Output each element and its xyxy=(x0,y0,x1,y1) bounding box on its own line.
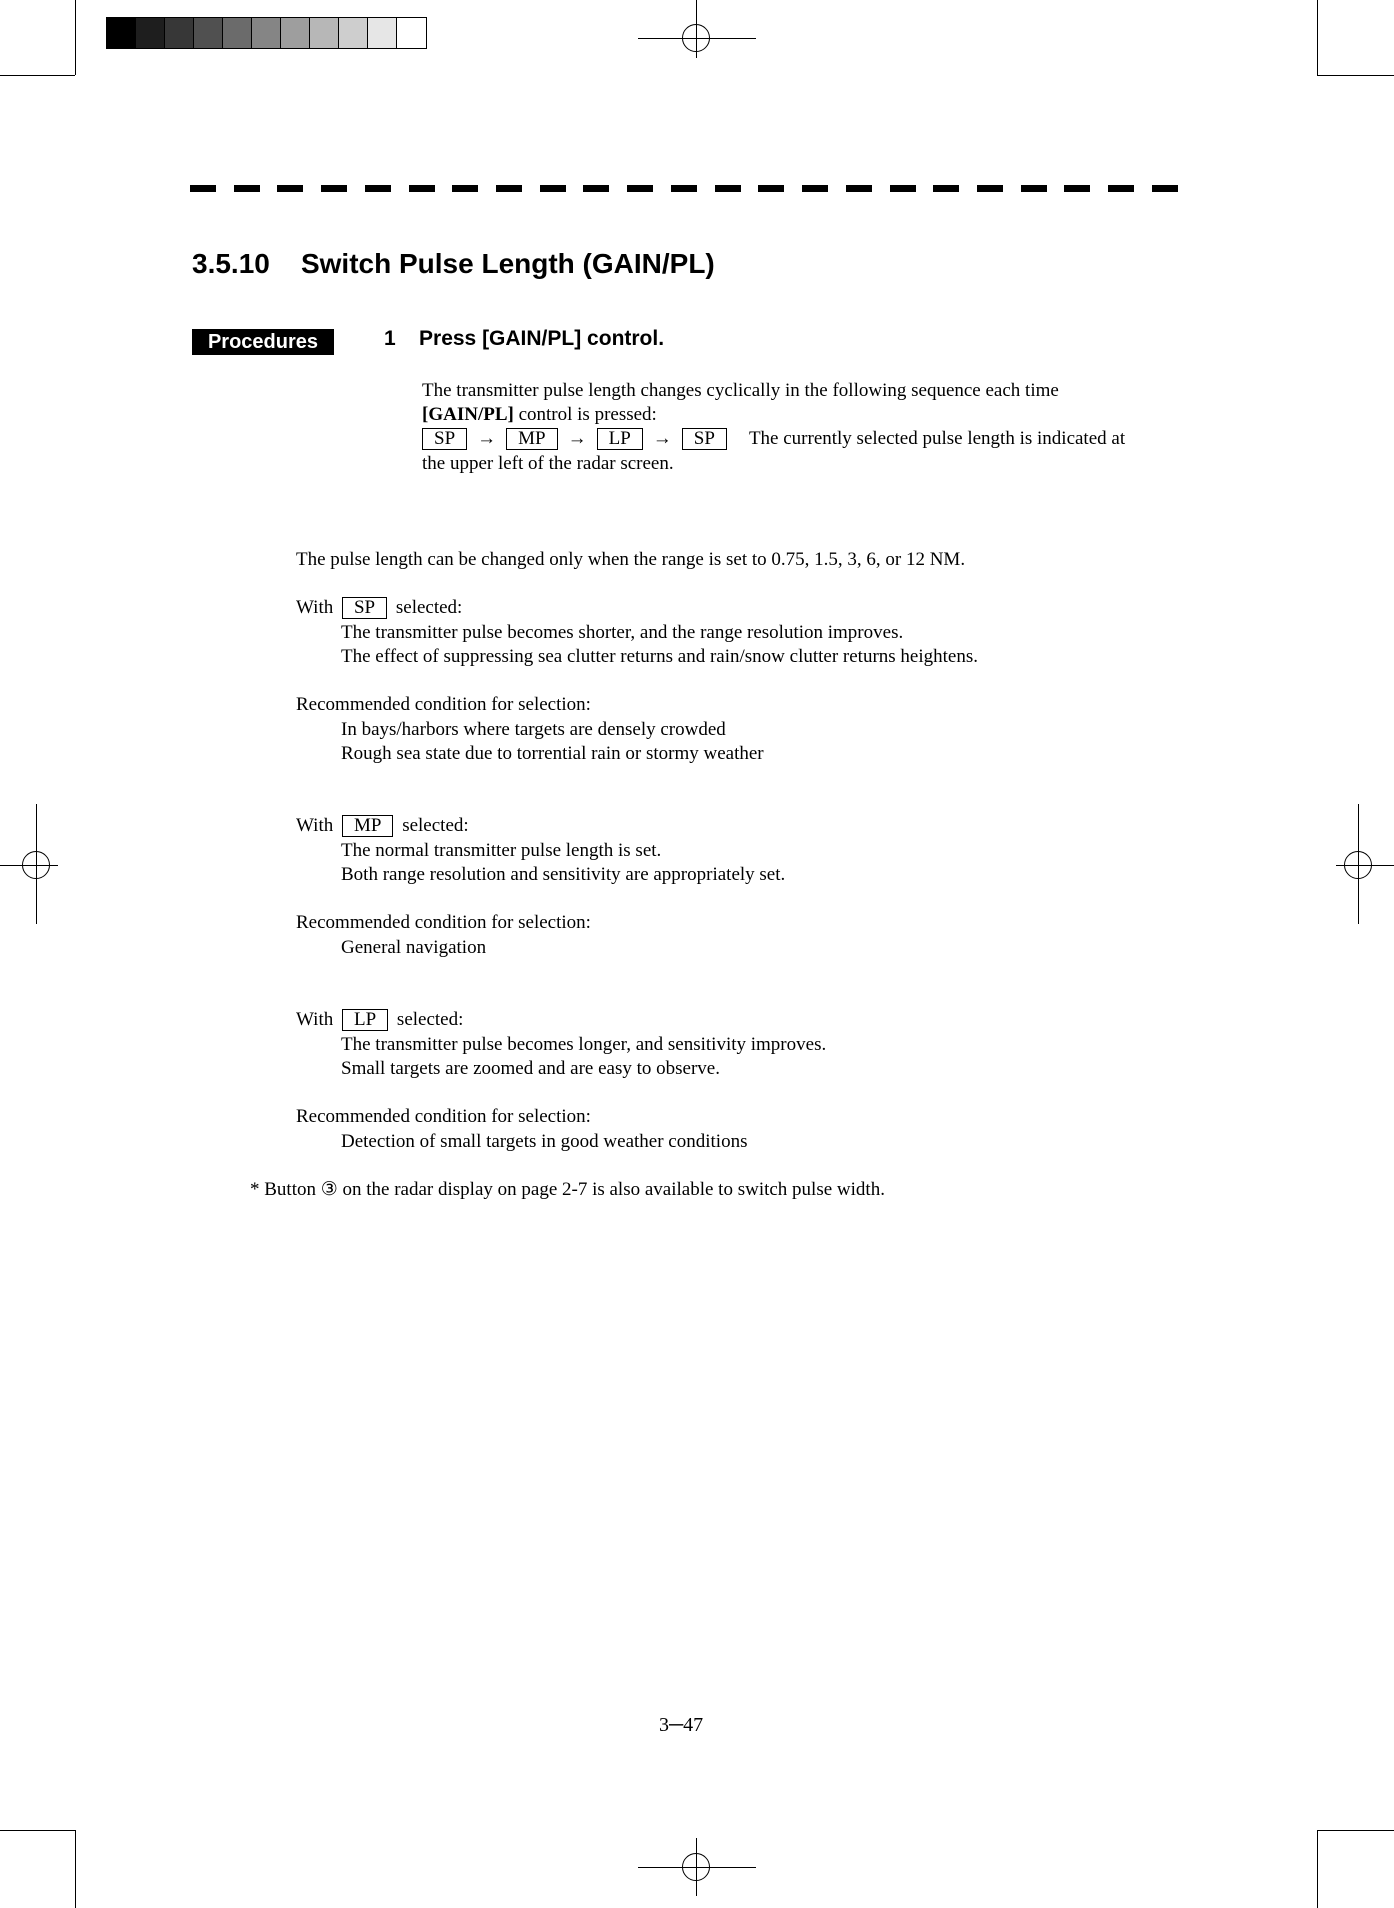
gray-swatch xyxy=(281,18,310,48)
dash-segment xyxy=(802,185,828,192)
grayscale-calibration-bar xyxy=(106,17,427,49)
key-sp: SP xyxy=(422,428,467,450)
dash-segment xyxy=(1152,185,1178,192)
gray-swatch xyxy=(310,18,339,48)
dash-segment xyxy=(1064,185,1090,192)
footnote: * Button ③ on the radar display on page 2-7 is also available to switch pulse width. xyxy=(250,1179,885,1200)
dash-segment xyxy=(583,185,609,192)
section-title: 3.5.10 Switch Pulse Length (GAIN/PL) xyxy=(192,248,715,279)
dash-segment xyxy=(234,185,260,192)
dash-segment xyxy=(1021,185,1047,192)
gain-pl-control-label: [GAIN/PL] xyxy=(422,404,514,425)
sp-recommended-2: Rough sea state due to torrential rain or stormy weather xyxy=(341,743,764,764)
gray-swatch xyxy=(165,18,194,48)
page-number: 3─47 xyxy=(659,1714,704,1736)
sequence-note: The currently selected pulse length is indicated at xyxy=(748,428,1126,449)
key-mp: MP xyxy=(342,815,393,837)
sp-recommended-label: Recommended condition for selection: xyxy=(296,694,591,715)
dash-segment xyxy=(671,185,697,192)
lp-recommended-label: Recommended condition for selection: xyxy=(296,1106,591,1127)
sp-description-1: The transmitter pulse becomes shorter, and the range resolution improves. xyxy=(341,622,904,643)
arrow-icon: → xyxy=(652,428,672,449)
dash-segment xyxy=(190,185,216,192)
lp-recommended-1: Detection of small targets in good weather conditions xyxy=(341,1131,748,1152)
mp-recommended-1: General navigation xyxy=(341,937,487,958)
gray-swatch xyxy=(194,18,223,48)
dash-segment xyxy=(627,185,653,192)
dash-segment xyxy=(277,185,303,192)
arrow-icon: → xyxy=(567,428,587,449)
dash-segment xyxy=(452,185,478,192)
key-sp: SP xyxy=(342,597,387,619)
procedure-text-line-2-rest: control is pressed: xyxy=(513,404,657,425)
step-title: 1 Press [GAIN/PL] control. xyxy=(384,327,665,350)
dash-segment xyxy=(321,185,347,192)
sp-description-2: The effect of suppressing sea clutter returns and rain/snow clutter returns heightens. xyxy=(341,646,979,667)
gray-swatch xyxy=(339,18,368,48)
lp-description-1: The transmitter pulse becomes longer, and sensitivity improves. xyxy=(341,1034,827,1055)
gray-swatch xyxy=(252,18,281,48)
key-lp: LP xyxy=(342,1009,388,1031)
procedure-text-line-1: The transmitter pulse length changes cyclically in the following sequence each time xyxy=(422,380,1059,401)
dash-segment xyxy=(933,185,959,192)
dash-segment xyxy=(715,185,741,192)
procedure-text-line-2 xyxy=(422,403,657,427)
sp-heading: With SP selected: xyxy=(296,597,463,618)
arrow-icon: → xyxy=(477,428,497,449)
mp-heading: With MP selected: xyxy=(296,815,469,836)
dash-segment xyxy=(1108,185,1134,192)
sp-recommended-1: In bays/harbors where targets are densely crowded xyxy=(341,719,726,740)
procedures-badge: Procedures xyxy=(192,329,334,355)
gray-swatch xyxy=(368,18,397,48)
key-sp: SP xyxy=(682,428,727,450)
key-lp: LP xyxy=(597,428,643,450)
dash-segment xyxy=(409,185,435,192)
dash-segment xyxy=(890,185,916,192)
pulse-sequence xyxy=(418,427,1125,451)
lp-heading: With LP selected: xyxy=(296,1009,464,1030)
dash-segment xyxy=(365,185,391,192)
key-mp: MP xyxy=(506,428,557,450)
lp-description-2: Small targets are zoomed and are easy to observe. xyxy=(341,1058,720,1079)
dash-segment xyxy=(540,185,566,192)
procedure-text-line-4: the upper left of the radar screen. xyxy=(422,453,674,474)
dash-segment xyxy=(758,185,784,192)
mp-description-2: Both range resolution and sensitivity are appropriately set. xyxy=(341,864,786,885)
dash-segment xyxy=(977,185,1003,192)
gray-swatch xyxy=(223,18,252,48)
dash-segment xyxy=(496,185,522,192)
dashed-rule xyxy=(190,185,1178,192)
gray-swatch xyxy=(107,18,136,48)
mp-description-1: The normal transmitter pulse length is set. xyxy=(341,840,662,861)
gray-swatch xyxy=(136,18,165,48)
mp-recommended-label: Recommended condition for selection: xyxy=(296,912,591,933)
range-note: The pulse length can be changed only when the range is set to 0.75, 1.5, 3, 6, or 12 NM. xyxy=(296,549,966,570)
gray-swatch xyxy=(397,18,426,48)
dash-segment xyxy=(846,185,872,192)
